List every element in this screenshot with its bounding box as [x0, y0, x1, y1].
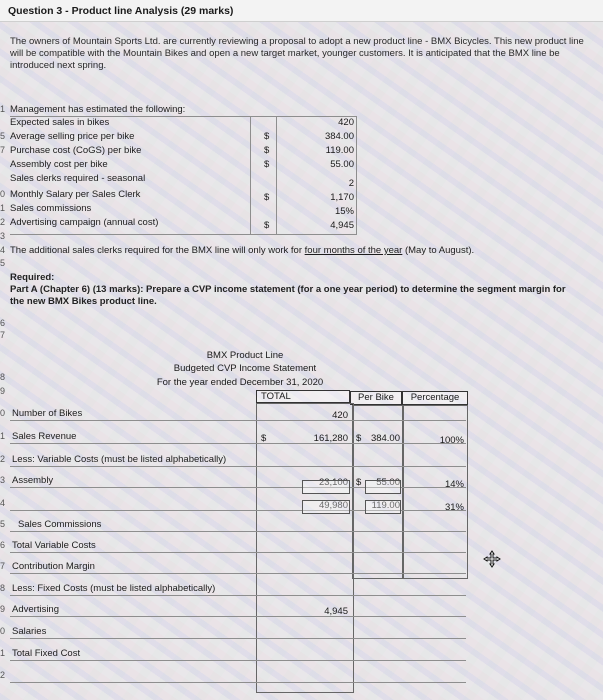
required-heading: Required:: [10, 272, 55, 283]
dollar-sign: $: [264, 159, 270, 170]
estimate-value: 15%: [334, 206, 354, 217]
row-divider: [10, 682, 466, 683]
dollar-sign: $: [264, 145, 270, 156]
estimate-value: 55.00: [330, 159, 354, 170]
percentage-value: 14%: [444, 479, 464, 490]
col-header-percentage: Percentage: [402, 391, 468, 405]
statement-row-label: Contribution Margin: [12, 561, 95, 572]
row-divider: [10, 531, 466, 532]
row-number: 0: [0, 626, 6, 636]
dollar-sign: $: [356, 433, 362, 444]
row-number: 5: [0, 519, 6, 529]
question-title: Question 3 - Product line Analysis (29 marks): [0, 0, 603, 22]
row-number: 1: [0, 104, 6, 114]
estimate-label: Sales commissions: [10, 203, 92, 214]
row-number: 2: [0, 454, 6, 464]
total-input-cell[interactable]: [302, 500, 350, 514]
row-number: 0: [0, 408, 6, 418]
per-bike-input-cell[interactable]: [365, 500, 401, 514]
estimate-value: 420: [338, 117, 354, 128]
total-value: 49,980: [318, 500, 348, 511]
row-divider: [10, 638, 466, 639]
statement-row-label: Number of Bikes: [12, 408, 83, 419]
dollar-sign: $: [261, 433, 267, 444]
row-number: 6: [0, 318, 6, 328]
move-cursor-icon: [483, 550, 501, 568]
estimate-value: 2: [348, 178, 354, 189]
row-divider: [10, 573, 466, 574]
statement-row-label: Sales Revenue: [12, 431, 77, 442]
statement-row-label: Sales Commissions: [18, 519, 102, 530]
row-number: 8: [0, 372, 6, 382]
total-value: 23,100: [318, 477, 348, 488]
row-number: 7: [0, 330, 6, 340]
row-number: 3: [0, 475, 6, 485]
row-number: 4: [0, 245, 6, 255]
estimate-value: 384.00: [324, 131, 354, 142]
dollar-sign: $: [264, 220, 270, 231]
dollar-sign: $: [356, 477, 362, 488]
row-divider: [10, 466, 466, 467]
col-header-per-bike: Per Bike: [350, 391, 402, 405]
row-divider: [10, 595, 466, 596]
row-number: 9: [0, 386, 6, 396]
row-number: 8: [0, 583, 6, 593]
statement-row-label: Less: Variable Costs (must be listed alphabetically): [12, 454, 227, 465]
per-bike-input-cell[interactable]: [365, 480, 401, 494]
estimate-label: Monthly Salary per Sales Clerk: [10, 189, 141, 200]
percentage-value: 100%: [439, 435, 464, 446]
statement-subtitle: Budgeted CVP Income Statement: [173, 363, 317, 374]
row-number: 1: [0, 648, 6, 658]
estimate-value: 1,170: [330, 192, 354, 203]
question-intro: The owners of Mountain Sports Ltd. are currently reviewing a proposal to adopt a new product line - BMX Bicycles. This new product line will be compatible with the Mountain Bikes and open a new target market, younger customers. It is anticipated that the BMX line be introduced next spring.: [10, 36, 584, 71]
clerks-note: The additional sales clerks required for the BMX line will only work for four months of the year (May to August).: [10, 245, 475, 256]
estimate-value: 4,945: [330, 220, 354, 231]
row-divider: [10, 420, 466, 421]
estimate-value: 119.00: [325, 145, 354, 156]
estimate-label: Advertising campaign (annual cost): [10, 217, 159, 228]
row-number: 3: [0, 231, 6, 241]
statement-row-label: Total Fixed Cost: [12, 648, 81, 659]
estimate-label: Average selling price per bike: [10, 131, 135, 142]
col-header-total: TOTAL: [256, 390, 350, 403]
row-divider: [10, 552, 466, 553]
dollar-sign: $: [264, 131, 270, 142]
row-number: 9: [0, 604, 6, 614]
row-divider: [10, 616, 466, 617]
estimate-label: Purchase cost (CoGS) per bike: [10, 145, 142, 156]
total-input-cell[interactable]: [302, 480, 350, 494]
estimate-label: Assembly cost per bike: [10, 159, 108, 170]
percentage-value: 31%: [444, 502, 464, 513]
per-bike-value: 55.00: [376, 477, 400, 488]
row-number: 1: [0, 431, 6, 441]
statement-row-label: Advertising: [12, 604, 59, 615]
estimates-heading: Management has estimated the following:: [10, 104, 186, 115]
statement-title: BMX Product Line: [206, 350, 284, 361]
estimate-label: Sales clerks required - seasonal: [10, 173, 146, 184]
total-value: 161,280: [313, 433, 348, 444]
statement-row-label: Less: Fixed Costs (must be listed alphabetically): [12, 583, 216, 594]
part-a-instructions: Part A (Chapter 6) (13 marks): Prepare a CVP income statement (for a one year period) to determine the segment margin for the new BMX Bikes product line.: [10, 284, 566, 307]
row-number: 7: [0, 561, 6, 571]
statement-row-label: Salaries: [12, 626, 47, 637]
row-number: 6: [0, 540, 6, 550]
dollar-sign: $: [264, 192, 270, 203]
total-value: 420: [332, 410, 348, 421]
row-number: 4: [0, 498, 6, 508]
row-number: 5: [0, 258, 6, 268]
row-number: 2: [0, 670, 6, 680]
total-column: [256, 403, 354, 693]
per-bike-value: 384.00: [370, 433, 400, 444]
statement-row-label: Total Variable Costs: [12, 540, 96, 551]
per-bike-value: 119.00: [371, 500, 400, 511]
estimate-label: Expected sales in bikes: [10, 117, 110, 128]
row-divider: [10, 660, 466, 661]
total-value: 4,945: [324, 606, 348, 617]
statement-row-label: Assembly: [12, 475, 54, 486]
statement-period: For the year ended December 31, 2020: [156, 377, 324, 388]
